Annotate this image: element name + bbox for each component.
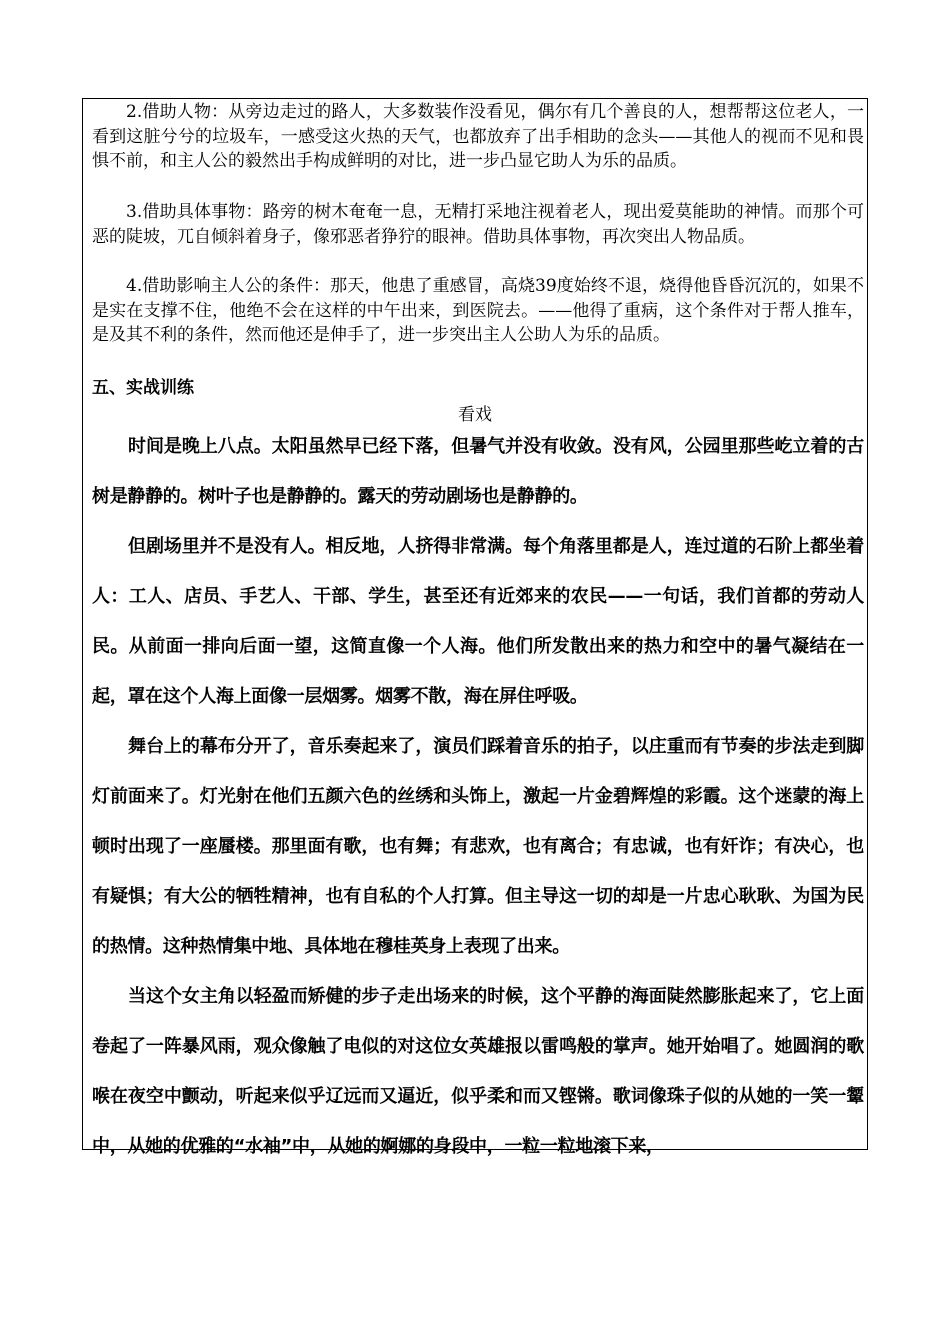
essay-paragraph-1: 时间是晚上八点。太阳虽然早已经下落，但暑气并没有收敛。没有风，公园里那些屹立着的古树是静静的。树叶子也是静静的。露天的劳动剧场也是静静的。 [92, 436, 864, 507]
essay-title: 看戏 [458, 405, 492, 425]
essay-paragraph-2: 但剧场里并不是没有人。相反地，人挤得非常满。每个角落里都是人，连过道的石阶上都坐着人：工人、店员、手艺人、干部、学生，甚至还有近郊来的农民——一句话，我们首都的劳动人民。从前面一排向后面一望，这简直像一个人海。他们所发散出来的热力和空中的暑气凝结在一起，罩在这个人海上面像一层烟雾。烟雾不散，海在屏住呼吸。 [92, 536, 864, 707]
section-heading: 五、实战训练 [92, 378, 194, 398]
analysis-paragraph-2: 2.借助人物：从旁边走过的路人，大多数装作没看见，偶尔有几个善良的人，想帮帮这位老人，一看到这脏兮兮的垃圾车，一感受这火热的天气，也都放弃了出手相助的念头——其他人的视而不见和畏惧不前，和主人公的毅然出手构成鲜明的对比，进一步凸显它助人为乐的品质。 [92, 102, 864, 172]
analysis-paragraph-3: 3.借助具体事物：路旁的树木奄奄一息，无精打采地注视着老人，现出爱莫能助的神情。而那个可恶的陡坡，兀自倾斜着身子，像邪恶者狰狞的眼神。借助具体事物，再次突出人物品质。 [92, 202, 864, 247]
essay-paragraph-4: 当这个女主角以轻盈而矫健的步子走出场来的时候，这个平静的海面陡然膨胀起来了，它上面卷起了一阵暴风雨，观众像触了电似的对这位女英雄报以雷鸣般的掌声。她开始唱了。她圆润的歌喉在夜空中颤动，听起来似乎辽远而又逼近，似乎柔和而又铿锵。歌词像珠子似的从她的一笑一颦中，从她的优雅的“水袖”中，从她的婀娜的身段中，一粒一粒地滚下来， [92, 986, 864, 1157]
essay-paragraph-3: 舞台上的幕布分开了，音乐奏起来了，演员们踩着音乐的拍子，以庄重而有节奏的步法走到脚灯前面来了。灯光射在他们五颜六色的丝绣和头饰上，激起一片金碧辉煌的彩霞。这个迷蒙的海上顿时出现了一座蜃楼。那里面有歌，也有舞；有悲欢，也有离合；有忠诚，也有奸诈；有决心，也有疑惧；有大公的牺牲精神，也有自私的个人打算。但主导这一切的却是一片忠心耿耿、为国为民的热情。这种热情集中地、具体地在穆桂英身上表现了出来。 [92, 736, 864, 957]
analysis-paragraph-4: 4.借助影响主人公的条件：那天，他患了重感冒，高烧39度始终不退，烧得他昏昏沉沉的，如果不是实在支撑不住，他绝不会在这样的中午出来，到医院去。——他得了重病，这个条件对于帮人推车，是及其不利的条件，然而他还是伸手了，进一步突出主人公助人为乐的品质。 [92, 276, 864, 346]
